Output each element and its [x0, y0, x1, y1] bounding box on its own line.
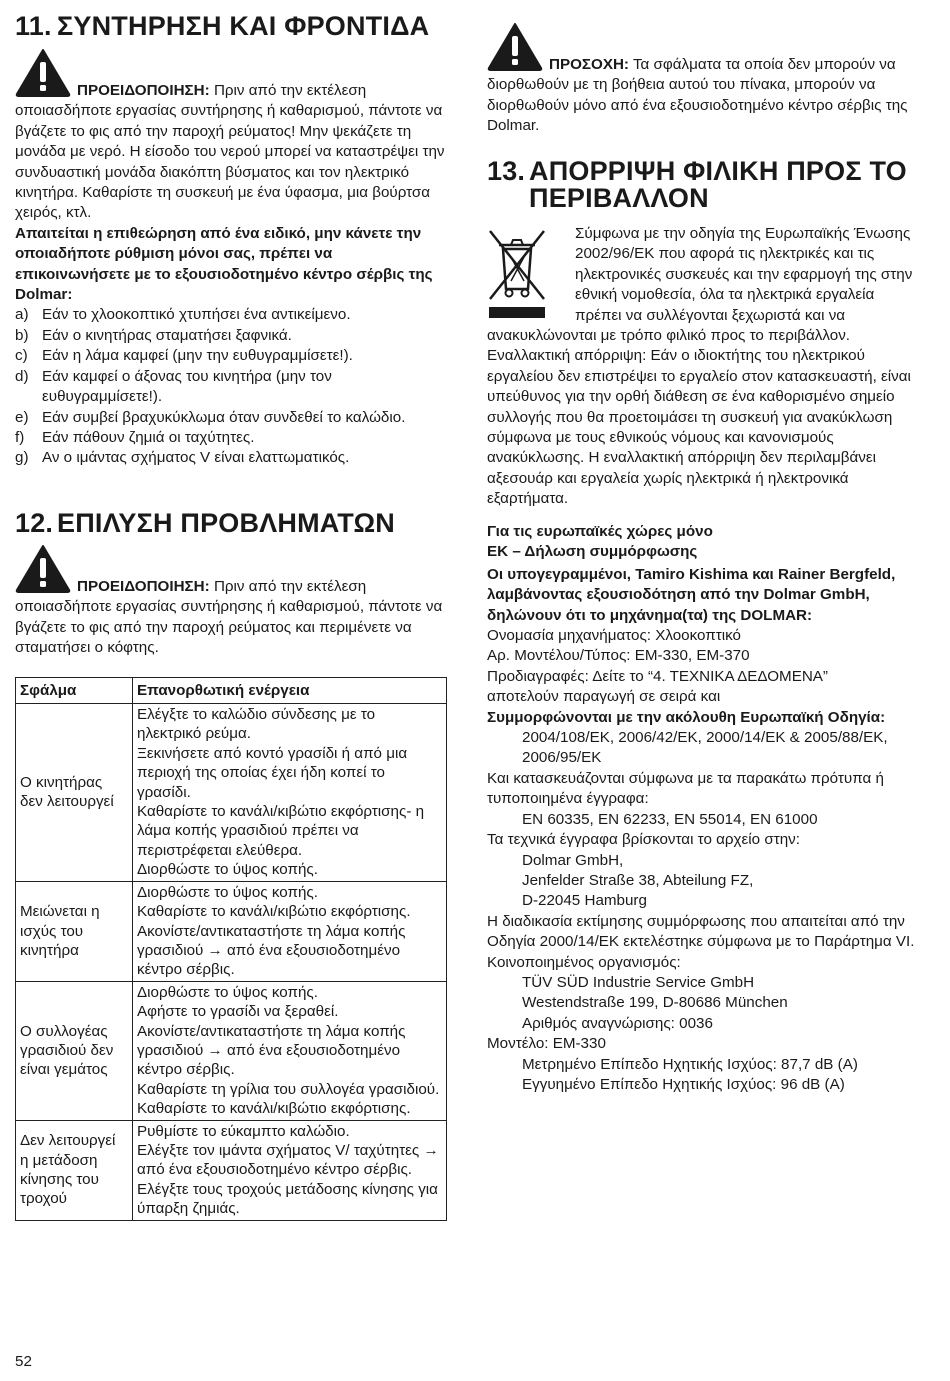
notified-body-intro: Κοινοποιημένος οργανισμός:: [487, 953, 681, 971]
section-13-number: 13.: [487, 156, 526, 186]
sound-level-line: Εγγυημένο Επίπεδο Ηχητικής Ισχύος: 96 dB (A): [522, 1075, 845, 1093]
warning-label: ΠΡΟΕΙΔΟΠΟΙΗΣΗ:: [77, 578, 210, 595]
specifications: Προδιαγραφές: Δείτε το “4. ΤΕΧΝΙΚΑ ΔΕΔΟΜΕΝΑ”: [487, 667, 828, 685]
standards-list: EN 60335, EN 62233, EN 55014, EN 61000: [522, 810, 818, 828]
declaration-block: [487, 522, 919, 1095]
section-13-title-line1: ΑΠΟΡΡΙΨΗ ΦΙΛΙΚΗ ΠΡΟΣ ΤΟ: [529, 156, 907, 186]
remedy-line: Ακονίστε/αντικαταστήστε τη λάμα κοπής γρασιδιού → από ένα εξουσιοδοτημένο κέντρο σέρβις.: [137, 1022, 406, 1079]
list-item: [15, 367, 447, 408]
address-line: Jenfelder Straße 38, Abteilung FZ,: [522, 871, 754, 889]
list-item-text: Εάν ο κινητήρας σταματήσει ξαφνικά.: [42, 326, 292, 344]
address-line: Dolmar GmbH,: [522, 851, 624, 869]
declaration-heading-ec: ΕΚ – Δήλωση συμμόρφωσης: [487, 543, 698, 561]
list-item-label: e): [15, 408, 29, 426]
list-item-label: b): [15, 326, 29, 344]
list-item-text: Εάν συμβεί βραχυκύκλωμα όταν συνδεθεί το καλώδιο.: [42, 408, 406, 426]
page-number: 52: [15, 1353, 32, 1370]
remedy-line: Ακονίστε/αντικαταστήστε τη λάμα κοπής γρασιδιού → από ένα εξουσιοδοτημένο κέντρο σέρβις.: [137, 922, 406, 979]
remedy-line: Καθαρίστε το κανάλι/κιβώτιο εκφόρτισης- η λάμα κοπής γρασιδιού πρέπει να περιστρέφεται ελεύθερα.: [137, 803, 425, 859]
remedy-line: Διορθώστε το ύψος κοπής.: [137, 883, 318, 901]
list-item: [15, 305, 447, 325]
table-row: [16, 1120, 447, 1220]
list-item: [15, 448, 447, 468]
remedy-cell: [133, 881, 447, 981]
service-conditions-list: [15, 305, 447, 468]
list-item-label: f): [15, 428, 25, 446]
caution-text: Τα σφάλματα τα οποία δεν μπορούν να διορθωθούν με τη βοήθεια αυτού του πίνακα, μπορούν να διορθωθούν μόνο από ένα εξουσιοδοτημένο κέντρο σέρβις της Dolmar.: [487, 56, 908, 135]
list-item: [15, 326, 447, 346]
section-11-title: ΣΥΝΤΗΡΗΣΗ ΚΑΙ ΦΡΟΝΤΙΔΑ: [57, 11, 430, 41]
table-row: [16, 981, 447, 1120]
service-requirement-text: Απαιτείται η επιθεώρηση από ένα ειδικό, μην κάνετε την οποιαδήποτε ρύθμιση μόνοι σας, πρέπει να επικοινωνήσετε με το εξουσιοδοτημένο κέντρο σέρβις της Dolmar:: [15, 224, 433, 304]
list-item: [15, 428, 447, 448]
remedy-line: Ξεκινήσετε από κοντό γρασίδι ή από μια περιοχή της οποίας έχει ήδη κοπεί το γρασίδι.: [137, 744, 408, 801]
crossed-out-bin-icon: [487, 227, 561, 323]
section-13-title-line2: ΠΕΡΙΒΑΛΛΟΝ: [529, 183, 709, 213]
remedy-line: Καθαρίστε τη γρίλια του συλλογέα γρασιδιού.: [137, 1080, 440, 1098]
conformity-statement: Συμμορφώνονται με την ακόλουθη Ευρωπαϊκή Οδηγία:: [487, 708, 886, 726]
warning-label: ΠΡΟΕΙΔΟΠΟΙΗΣΗ:: [77, 82, 210, 99]
section-13-body: [487, 224, 919, 510]
disposal-text: Σύμφωνα με την οδηγία της Ευρωπαϊκής Ένωσης 2002/96/ΕΚ που αφορά τις ηλεκτρικές και τις ηλεκτρονικές συσκευές και την εφαρμογή της στην εθνική νομοθεσία, όλα τα ηλεκτρικά εργαλεία πρέπει να συλλέγονται ξεχωριστά και να ανακυκλώνονται με τρόπο φιλικό προς το περιβάλλον. Εναλλακτική απόρριψη: Εάν ο ιδιοκτήτης του ηλεκτρικού εργαλείου δεν επιστρέψει το εργαλείο στον κατασκευαστή, είναι υπεύθυνος για την ορθή διάθεση σε ένα καθορισμένο σημείο συλλογής που θα προετοιμάσει τη συσκευή για ανακύκλωση σύμφωνα με τους εθνικούς νόμους και κανονισμούς ανακύκλωσης. Η εναλλακτική απόρριψη δεν περιλαμβάνει αξεσουάρ και εργαλεία χωρίς ηλεκτρικά ή ηλεκτρονικά εξαρτήματα.: [487, 225, 913, 508]
section-13-heading: [487, 158, 927, 212]
warning-text: Πριν από την εκτέλεση οποιασδήποτε εργασίας συντήρησης ή καθαρισμού, πάντοτε να βγάζετε το φις από την παροχή ρεύματος! Μην ψεκάζετε τη μονάδα με νερό. Η είσοδο του νερού μπορεί να καταστρέψει την συνδυαστική μονάδα διακόπτη βύσματος και τον ηλεκτρικό κινητήρα. Καθαρίστε τη συσκευή με ένα ύφασμα, μια βούρτσα χειρός, κτλ.: [15, 82, 445, 222]
fault-cell: Ο κινητήρας δεν λειτουργεί: [16, 704, 133, 882]
warning-triangle-icon: [15, 47, 71, 97]
section-12-number: 12.: [15, 508, 54, 538]
remedy-cell: [133, 704, 447, 882]
remedy-line: Ρυθμίστε το εύκαμπτο καλώδιο.: [137, 1122, 350, 1140]
remedy-line: Διορθώστε το ύψος κοπής.: [137, 983, 318, 1001]
list-item-text: Αν ο ιμάντας σχήματος V είναι ελαττωματικός.: [42, 449, 350, 467]
remedy-cell: [133, 1120, 447, 1220]
remedy-line: Ελέγξτε τον ιμάντα σχήματος V/ ταχύτητες → από ένα εξουσιοδοτημένο κέντρο σέρβις.: [137, 1141, 439, 1179]
list-item-text: Εάν η λάμα καμφεί (μην την ευθυγραμμίσετε!).: [42, 347, 353, 365]
warning-triangle-icon: [487, 21, 543, 71]
machine-name: Ονομασία μηχανήματος: Χλοοκοπτικό: [487, 627, 741, 645]
column-header-fault: Σφάλμα: [16, 677, 133, 703]
section-11-warning: [15, 81, 447, 469]
model-line: Μοντέλο: EM-330: [487, 1035, 606, 1053]
notified-body-line: Αριθμός αναγνώρισης: 0036: [522, 1014, 713, 1032]
remedy-line: Ελέγξτε το καλώδιο σύνδεσης με το ηλεκτρικό ρεύμα.: [137, 706, 376, 743]
column-header-remedy: Επανορθωτική ενέργεια: [133, 677, 447, 703]
fault-cell: Μειώνεται η ισχύς του κινητήρα: [16, 881, 133, 981]
troubleshooting-table: [15, 677, 447, 1221]
directives-list: 2004/108/ΕΚ, 2006/42/ΕΚ, 2000/14/ΕΚ & 2005/88/ΕΚ, 2006/95/ΕΚ: [522, 729, 888, 767]
list-item: [15, 408, 447, 428]
list-item-text: Εάν το χλοοκοπτικό χτυπήσει ένα αντικείμενο.: [42, 306, 351, 324]
sound-level-line: Μετρημένο Επίπεδο Ηχητικής Ισχύος: 87,7 dB (A): [522, 1055, 858, 1073]
table-header-row: [16, 677, 447, 703]
list-item-label: d): [15, 367, 29, 385]
remedy-line: Καθαρίστε το κανάλι/κιβώτιο εκφόρτισης.: [137, 903, 411, 921]
caution-label: ΠΡΟΣΟΧΗ:: [549, 56, 629, 73]
table-row: [16, 881, 447, 981]
address-line: D-22045 Hamburg: [522, 892, 647, 910]
notified-body-line: TÜV SÜD Industrie Service GmbH: [522, 973, 755, 991]
remedy-line: Διορθώστε το ύψος κοπής.: [137, 861, 318, 879]
section-11-number: 11.: [15, 11, 52, 41]
list-item-label: g): [15, 449, 29, 467]
assessment-procedure: Η διαδικασία εκτίμησης συμμόρφωσης που απαιτείται από την Οδηγία 2000/14/ΕΚ εκτελέστηκε σύμφωνα με το Παράρτημα VI.: [487, 912, 915, 951]
remedy-cell: [133, 981, 447, 1120]
remedy-line: Καθαρίστε το κανάλι/κιβώτιο εκφόρτισης.: [137, 1100, 411, 1118]
declaration-signers: Οι υπογεγραμμένοι, Tamiro Kishima και Rainer Bergfeld, λαμβάνοντας εξουσιοδότηση από την Dolmar GmbH, δηλώνουν ότι το μηχάνημα(τα) της DOLMAR:: [487, 565, 896, 624]
list-item-label: c): [15, 347, 28, 365]
model-type: Αρ. Μοντέλου/Τύπος: EM-330, EM-370: [487, 647, 750, 665]
notified-body-line: Westendstraße 199, D-80686 München: [522, 994, 788, 1012]
remedy-line: Αφήστε το γρασίδι να ξεραθεί.: [137, 1003, 339, 1021]
caution-block: [487, 55, 927, 137]
list-item-label: a): [15, 306, 29, 324]
section-12-title: ΕΠΙΛΥΣΗ ΠΡΟΒΛΗΜΑΤΩΝ: [57, 508, 395, 538]
table-row: [16, 704, 447, 882]
warning-text: Πριν από την εκτέλεση οποιασδήποτε εργασίας συντήρησης ή καθαρισμού, πάντοτε να βγάζετε το φις από την παροχή ρεύματος και περιμένετε να σταματήσει ο κόφτης.: [15, 578, 443, 657]
list-item-text: Εάν καμφεί ο άξονας του κινητήρα (μην τον ευθυγραμμίσετε!).: [42, 367, 332, 406]
section-12-heading: [15, 510, 455, 537]
section-11-heading: [15, 13, 455, 40]
fault-cell: Δεν λειτουργεί η μετάδοση κίνησης του τροχού: [16, 1120, 133, 1220]
warning-triangle-icon: [15, 543, 71, 593]
series-production: αποτελούν παραγωγή σε σειρά και: [487, 688, 721, 706]
list-item: [15, 346, 447, 366]
remedy-line: Ελέγξτε τους τροχούς μετάδοσης κίνησης για ύπαρξη ζημιάς.: [137, 1180, 438, 1218]
declaration-heading-countries: Για τις ευρωπαϊκές χώρες μόνο: [487, 523, 713, 540]
section-12-body: [15, 577, 447, 1221]
fault-cell: Ο συλλογέας γρασιδιού δεν είναι γεμάτος: [16, 981, 133, 1120]
documents-intro: Τα τεχνικά έγγραφα βρίσκονται το αρχείο στην:: [487, 831, 800, 849]
list-item-text: Εάν πάθουν ζημιά οι ταχύτητες.: [42, 428, 255, 446]
standards-intro: Και κατασκευάζονται σύμφωνα με τα παρακάτω πρότυπα ή τυποποιημένα έγγραφα:: [487, 769, 884, 808]
